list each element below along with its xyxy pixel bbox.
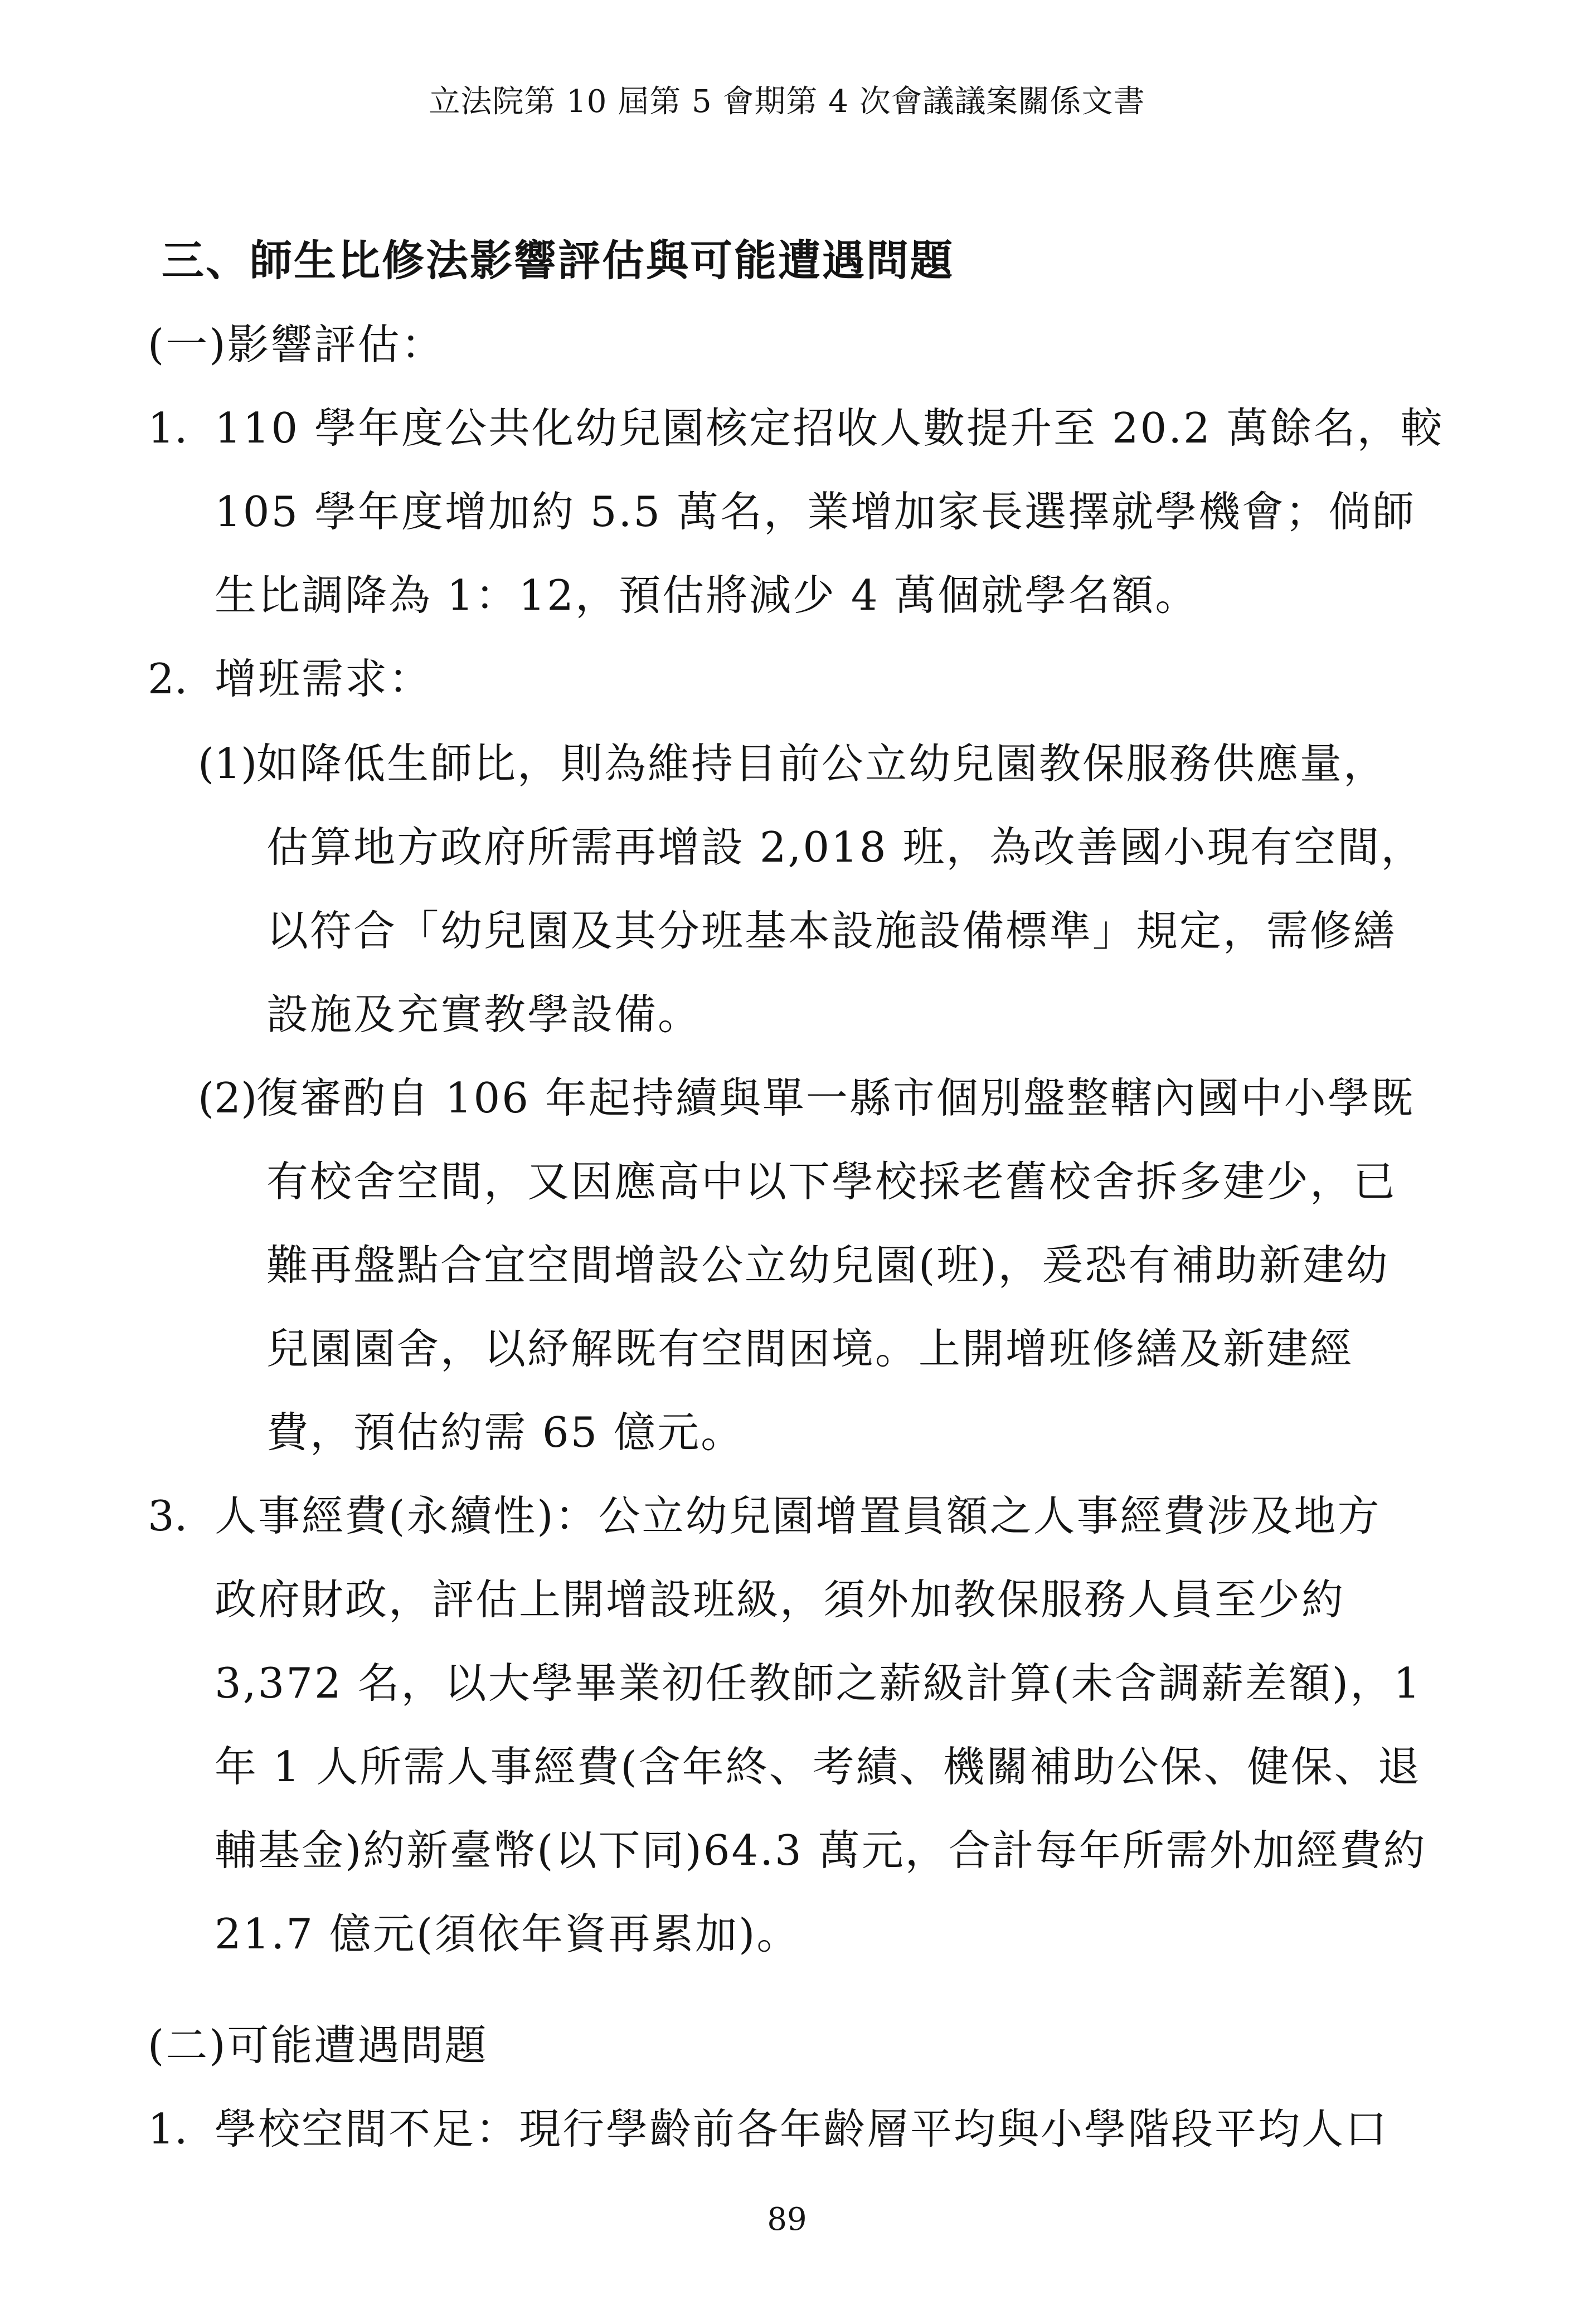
paragraph-text: 復審酌自 106 年起持續與單一縣市個別盤整轄內國中小學既 <box>256 1073 1415 1122</box>
item-number: 1. <box>148 403 188 453</box>
paragraph-text: 3,372 名，以大學畢業初任教師之薪級計算(未含調薪差額)，1 <box>215 1659 1422 1708</box>
paragraph-text: 110 學年度公共化幼兒園核定招收人數提升至 20.2 萬餘名，較 <box>215 403 1444 453</box>
paragraph-text: 生比調降為 1：12，預估將減少 4 萬個就學名額。 <box>215 571 1199 620</box>
paragraph-text: 政府財政，評估上開增設班級，須外加教保服務人員至少約 <box>215 1575 1345 1624</box>
part1-heading: (一)影響評估： <box>148 320 445 369</box>
paragraph-text: 105 學年度增加約 5.5 萬名，業增加家長選擇就學機會；倘師 <box>215 487 1416 536</box>
paragraph-text: 設施及充實教學設備。 <box>266 990 702 1039</box>
paragraph-text: 如降低生師比，則為維持目前公立幼兒園教保服務供應量， <box>256 739 1387 788</box>
item2-title: 增班需求： <box>215 654 433 703</box>
paragraph-text: 學校空間不足：現行學齡前各年齡層平均與小學階段平均人口 <box>215 2104 1389 2153</box>
sub-item-marker: (1) <box>198 739 258 788</box>
paragraph-text: 估算地方政府所需再增設 2,018 班，為改善國小現有空間， <box>266 823 1425 872</box>
paragraph-text: 兒園園舍，以紓解既有空間困境。上開增班修繕及新建經 <box>266 1324 1354 1373</box>
paragraph-text: 21.7 億元(須依年資再累加)。 <box>215 1909 800 1958</box>
paragraph-text: 以符合「幼兒園及其分班基本設施設備標準」規定，需修繕 <box>266 906 1397 955</box>
paragraph-text: 有校舍空間，又因應高中以下學校採老舊校舍拆多建少，已 <box>266 1157 1397 1206</box>
paragraph-text: 費，預估約需 65 億元。 <box>266 1408 745 1457</box>
paragraph-text: 難再盤點合宜空間增設公立幼兒園(班)，爰恐有補助新建幼 <box>266 1241 1390 1290</box>
paragraph-text: 人事經費(永續性)：公立幼兒園增置員額之人事經費涉及地方 <box>215 1491 1381 1540</box>
document-header: 立法院第 10 屆第 5 會期第 4 次會議議案關係文書 <box>429 84 1145 120</box>
section-title: 三、師生比修法影響評估與可能遭遇問題 <box>162 236 954 285</box>
item-number: 2. <box>148 654 188 703</box>
part2-heading: (二)可能遭遇問題 <box>148 2021 488 2070</box>
page-number: 89 <box>767 2201 807 2238</box>
item-number: 3. <box>148 1491 188 1540</box>
paragraph-text: 輔基金)約新臺幣(以下同)64.3 萬元，合計每年所需外加經費約 <box>215 1826 1427 1875</box>
paragraph-text: 年 1 人所需人事經費(含年終、考績、機關補助公保、健保、退 <box>215 1742 1421 1791</box>
sub-item-marker: (2) <box>198 1073 258 1122</box>
item-number: 1. <box>148 2104 188 2153</box>
